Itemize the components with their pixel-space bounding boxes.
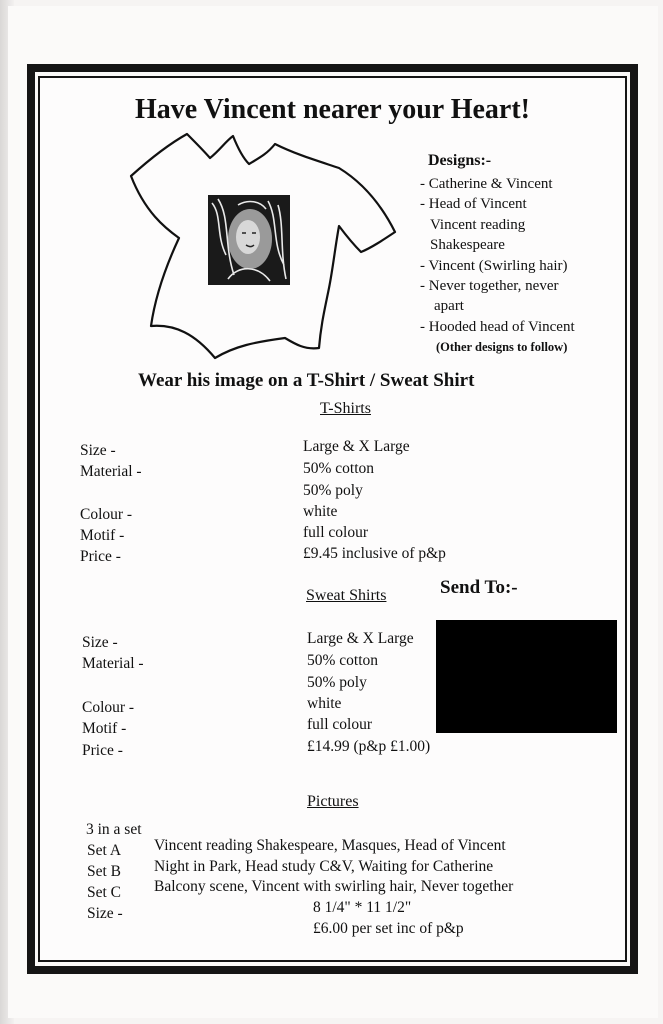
design-item: - Catherine & Vincent [420,176,553,192]
sweatshirt-material-label: Material - [82,655,144,672]
designs-note: (Other designs to follow) [436,340,568,355]
set-b-label: Set B [87,863,122,880]
tshirts-title: T-Shirts [320,400,371,417]
design-item: - Hooded head of Vincent [420,318,575,335]
set-a-label: Set A [87,842,122,859]
designs-list [420,174,575,358]
pictures-size-value: 8 1/4" * 11 1/2" [313,899,412,916]
pictures-title: Pictures [307,793,359,810]
tshirt-size-label: Size - [80,442,116,459]
sweatshirts-title: Sweat Shirts [306,587,387,604]
tshirt-motif-label: Motif - [80,527,125,544]
designs-title: Designs:- [428,152,492,169]
sweatshirt-size-value: Large & X Large [307,630,414,647]
design-item: - Vincent (Swirling hair) [420,257,568,274]
set-c-value: Balcony scene, Vincent with swirling hair, Never together [154,878,514,895]
tshirt-size-value: Large & X Large [303,438,410,455]
tshirt-material-value: 50% cotton [303,460,375,477]
sweatshirt-colour-label: Colour - [82,699,135,716]
tshirt-colour-label: Colour - [80,506,133,523]
set-b-value: Night in Park, Head study C&V, Waiting for Catherine [154,858,494,875]
design-item: - Head of Vincent [420,196,527,213]
sweatshirt-material-value-2: 50% poly [307,674,367,691]
design-item: Shakespeare [430,237,505,254]
tshirt-material-label: Material - [80,463,142,480]
tshirt-motif-value: full colour [303,524,368,541]
sweatshirt-colour-value: white [307,695,342,712]
pictures-intro: 3 in a set [86,821,142,838]
tshirt-material-value-2: 50% poly [303,482,363,499]
pictures-size-label: Size - [87,905,123,922]
sweatshirt-material-value: 50% cotton [307,652,379,669]
tshirt-colour-value: white [303,503,338,520]
sweatshirt-size-label: Size - [82,634,118,651]
set-a-value: Vincent reading Shakespeare, Masques, Head of Vincent [154,837,506,854]
pictures-price: £6.00 per set inc of p&p [313,920,464,937]
set-c-label: Set C [87,884,122,901]
design-item: apart [434,298,464,315]
redacted-address-block [436,620,617,733]
design-item: - Never together, never [420,278,559,295]
sweatshirt-motif-label: Motif - [82,720,127,737]
sweatshirt-price-value: £14.99 (p&p £1.00) [307,738,431,755]
sweatshirt-price-label: Price - [82,742,123,759]
design-item: Vincent reading [430,216,526,233]
tshirt-price-label: Price - [80,548,121,565]
tshirt-price-value: £9.45 inclusive of p&p [303,545,446,562]
send-to-label: Send To:- [440,577,518,598]
subheadline: Wear his image on a T-Shirt / Sweat Shirt [138,370,475,391]
sweatshirt-motif-value: full colour [307,716,372,733]
vincent-portrait-motif [208,195,290,285]
headline: Have Vincent nearer your Heart! [134,94,531,125]
